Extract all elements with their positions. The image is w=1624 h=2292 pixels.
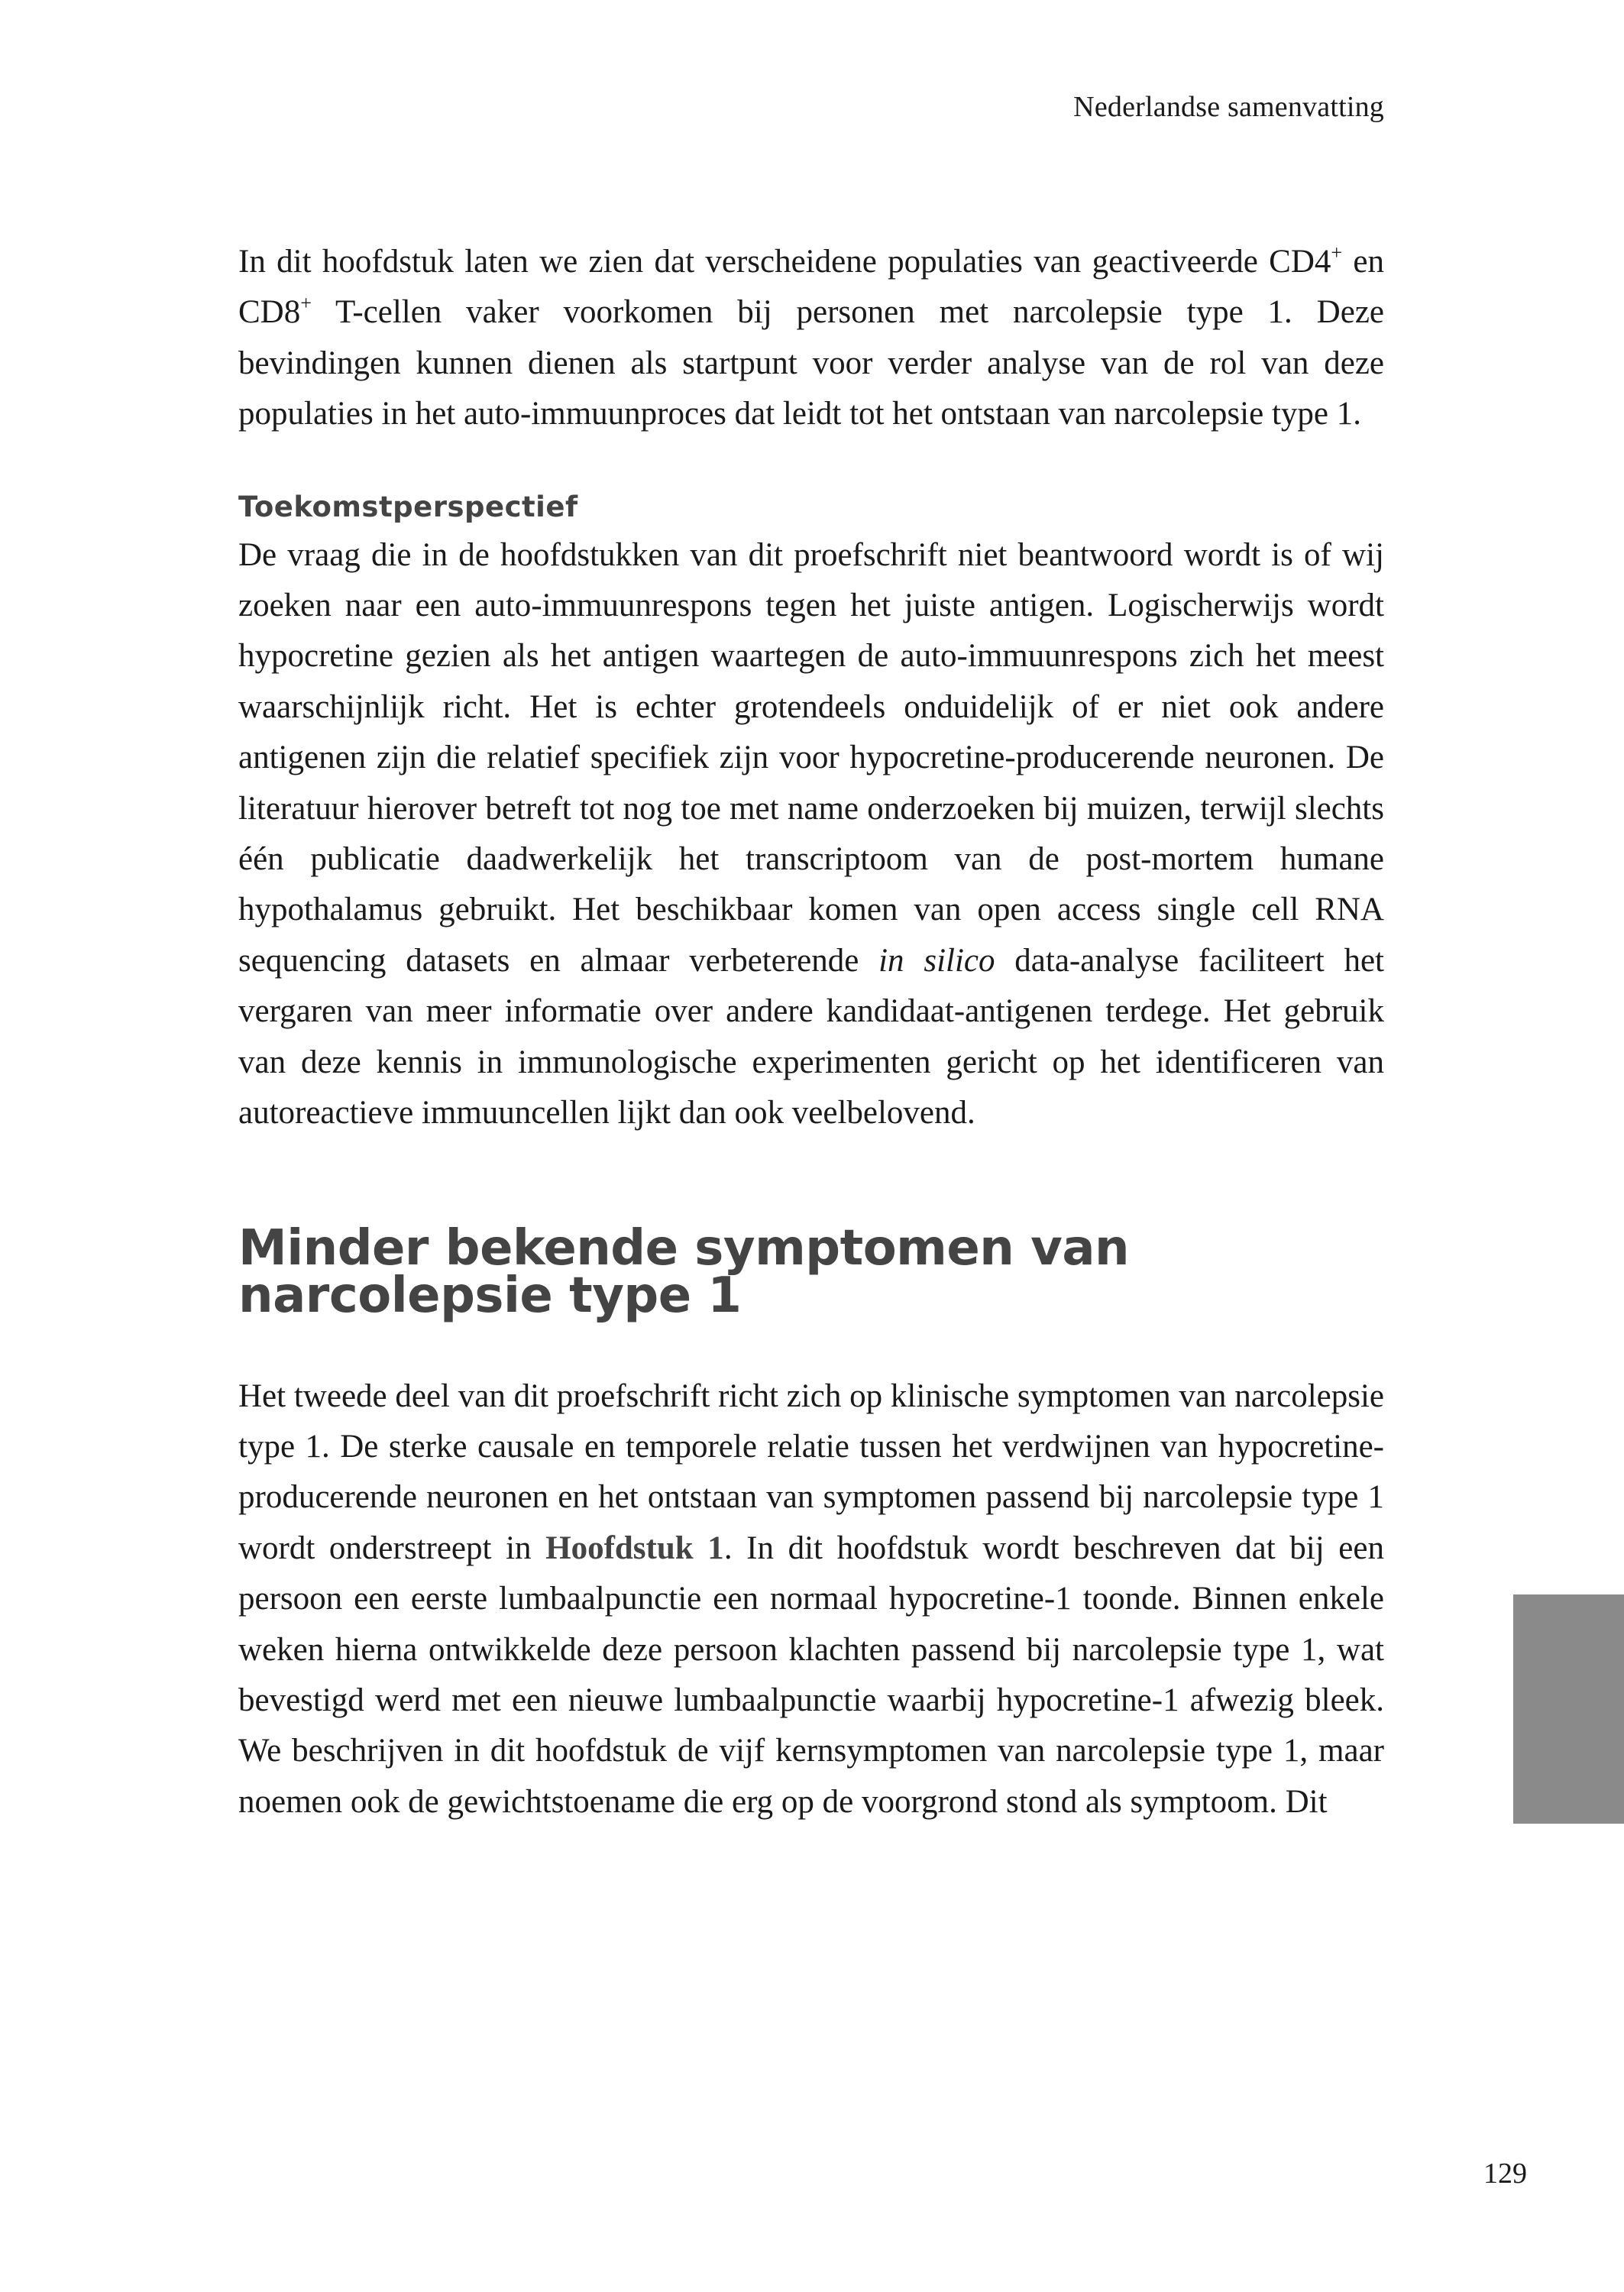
- paragraph-text: en CD8: [238, 244, 1384, 331]
- paragraph-text: data-analyse faciliteert het vergaren van meer informatie over andere kandidaat-antigenen terdege. Het gebruik van deze kennis in immunologische experimenten gericht op het identificeren van autoreactieve immuuncellen lijkt dan ook veelbelovend.: [238, 942, 1385, 1131]
- running-header: Nederlandse samenvatting: [1073, 91, 1384, 123]
- section-title-symptoms: Minder bekende symptomen van narcolepsie type 1: [238, 1219, 1130, 1324]
- chapter-reference: Hoofdstuk 1: [545, 1530, 724, 1566]
- paragraph-text: T-cellen vaker voorkomen bij personen met narcolepsie type 1. Deze bevindingen kunnen dienen als startpunt voor verder analyse van de rol van deze populaties in het auto-immuunproces dat leidt tot het ontstaan van narcolepsie type 1.: [238, 294, 1384, 432]
- paragraph-text: De vraag die in de hoofdstukken van dit proefschrift niet beantwoord wordt is of wij zoeken naar een auto-immuunrespons tegen het juiste antigen. Logischerwijs wordt hypocretine gezien als het antigen waartegen de auto-immuunrespons zich het meest waarschijnlijk richt. Het is echter grotendeels onduidelijk of er niet ook andere antigenen zijn die relatief specifiek zijn voor hypocretine-producerende neuronen. De literatuur hierover betreft tot nog toe met name onderzoeken bij muizen, terwijl slechts één publicatie daadwerkelijk het transcriptoom van de post-mortem humane hypothalamus gebruikt. Het beschikbaar komen van open access single cell RNA sequencing datasets en almaar verbeterende: [238, 536, 1384, 979]
- paragraph-intro: [238, 237, 1384, 440]
- superscript: +: [300, 292, 312, 315]
- page-content: [238, 237, 1384, 1827]
- italic-term: in silico: [878, 942, 995, 979]
- paragraph-symptoms: [238, 1371, 1384, 1828]
- paragraph-text: Het tweede deel van dit proefschrift richt zich op klinische symptomen van narcolepsie type 1. De sterke causale en temporele relatie tussen het verdwijnen van hypocretine-producerende neuronen en het ontstaan van symptomen passend bij narcolepsie type 1 wordt onderstreept in: [238, 1377, 1384, 1566]
- paragraph-text: In dit hoofdstuk laten we zien dat verscheidene populaties van geactiveerde CD4: [238, 244, 1331, 280]
- paragraph-future: [238, 530, 1384, 1139]
- chapter-thumb-tab: [1513, 1594, 1624, 1824]
- page-number: 129: [1483, 2158, 1527, 2190]
- subheading-toekomstperspectief: Toekomstperspectief: [238, 490, 578, 523]
- superscript: +: [1331, 241, 1343, 264]
- paragraph-text: . In dit hoofdstuk wordt beschreven dat bij een persoon een eerste lumbaalpunctie een normaal hypocretine-1 toonde. Binnen enkele weken hierna ontwikkelde deze persoon klachten passend bij narcolepsie type 1, wat bevestigd werd met een nieuwe lumbaalpunctie waarbij hypocretine-1 afwezig bleek. We beschrijven in dit hoofdstuk de vijf kernsymptomen van narcolepsie type 1, maar noemen ook de gewichtstoename die erg op de voorgrond stond als symptoom. Dit: [238, 1530, 1384, 1820]
